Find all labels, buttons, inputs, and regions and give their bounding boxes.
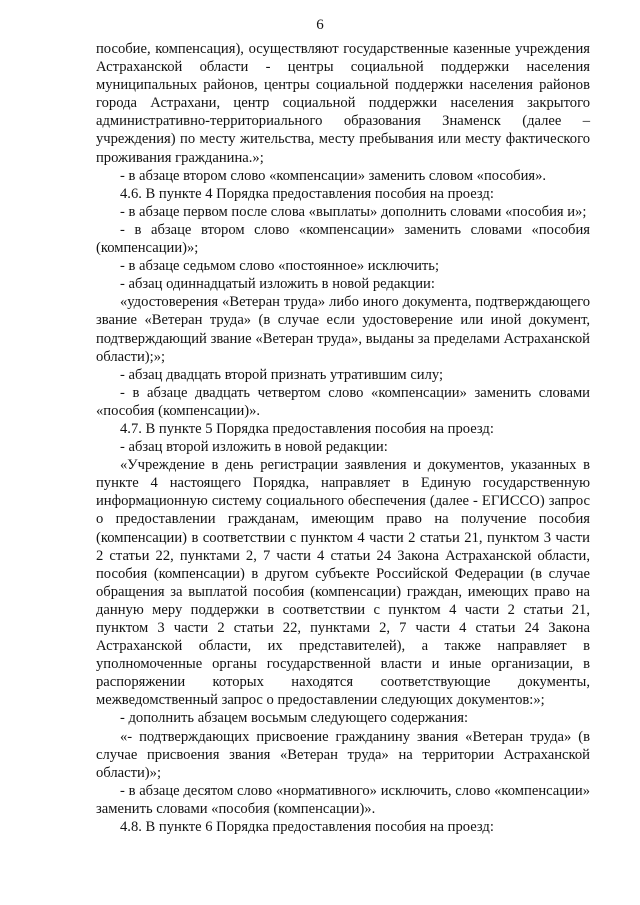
paragraph-6: - в абзаце седьмом слово «постоянное» исключить; xyxy=(120,258,440,275)
paragraph-9: - абзац двадцать второй признать утратившим силу; xyxy=(120,366,444,383)
paragraph-17: 4.8. В пункте 6 Порядка предоставления пособия на проезд: xyxy=(120,819,494,836)
paragraph-12: - абзац второй изложить в новой редакции: xyxy=(120,439,388,456)
paragraph-11: 4.7. В пункте 5 Порядка предоставления пособия на проезд: xyxy=(120,420,494,437)
document-body xyxy=(96,40,590,836)
paragraph-14: - дополнить абзацем восьмым следующего содержания: xyxy=(120,710,469,727)
paragraph-15: «- подтверждающих присвоение гражданину звания «Ветеран труда» (в случае присвоения звания «Ветеран труда» на территории Астраханской области)»; xyxy=(96,728,590,781)
paragraph-8: «удостоверения «Ветеран труда» либо иного документа, подтверждающего звание «Ветеран труда» (в случае если удостоверение или иной документ, подтверждающий звание «Ветеран труда», выданы за пределами Астраханской области);»; xyxy=(96,294,590,365)
paragraph-13: «Учреждение в день регистрации заявления и документов, указанных в пункте 4 настоящего Порядка, направляет в Единую государственную информационную систему социального обеспечения (далее - ЕГИССО) запрос о предоставлении гражданам, имеющим право на получение пособия (компенсации) в соответствии с пунктом 4 части 2 статьи 21, пунктом 3 части 2 статьи 22, пунктами 2, 7 части 4 статьи 24 Закона Астраханской области, пособия (компенсации) в другом субъекте Российской Федерации (в случае обращения за выплатой пособия (компенсации) граждан, имеющих право на данную меру поддержки в соответствии с пунктом 4 части 2 статьи 21, пунктом 3 части 2 статьи 22, пунктами 2, 7 части 4 статьи 24 Закона Астраханской области, их представителей), а также направляет в уполномоченные органы государственной власти и иные организации, в распоряжении которых находятся соответствующие документы, межведомственный запрос о предоставлении следующих документов:»; xyxy=(96,457,590,709)
paragraph-10: - в абзаце двадцать четвертом слово «компенсации» заменить словами «пособия (компенсации)». xyxy=(96,384,590,419)
paragraph-2: - в абзаце втором слово «компенсации» заменить словом «пособия». xyxy=(120,167,547,184)
paragraph-3: 4.6. В пункте 4 Порядка предоставления пособия на проезд: xyxy=(120,185,494,202)
paragraph-7: - абзац одиннадцатый изложить в новой редакции: xyxy=(120,276,435,293)
paragraph-16: - в абзаце десятом слово «нормативного» исключить, слово «компенсации» заменить словами «пособия (компенсации)». xyxy=(96,782,590,817)
paragraph-5: - в абзаце втором слово «компенсации» заменить словами «пособия (компенсации)»; xyxy=(96,221,590,257)
paragraph-1: пособие, компенсация), осуществляют государственные казенные учреждения Астраханской области - центры социальной поддержки населения муниципальных районов, центры социальной поддержки населения районов города Астрахани, центр социальной поддержки населения закрытого административно-территориального образования Знаменск (далее – учреждения) по месту жительства, месту пребывания или месту фактического проживания гражданина.»; xyxy=(96,41,590,166)
page-number: 6 xyxy=(316,17,324,33)
paragraph-4: - в абзаце первом после слова «выплаты» дополнить словами «пособия и»; xyxy=(120,203,587,220)
